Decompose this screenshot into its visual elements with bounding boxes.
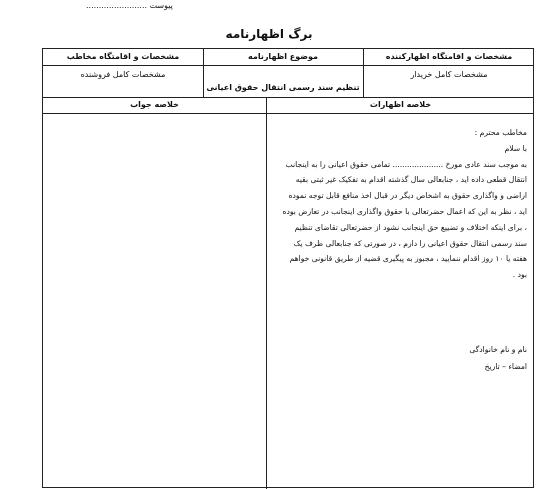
section-response: خلاصه جواب	[130, 100, 179, 109]
declaration-form	[42, 48, 534, 488]
header-addressee: مشخصات و اقامتگاه مخاطب	[66, 52, 180, 61]
values-row-line	[43, 97, 533, 98]
letter-line: اراضی و واگذاری حقوق به اشخاص دیگر در قبال اخذ منافع قابل توجه نموده	[288, 191, 527, 201]
letter-line: بود .	[512, 270, 527, 280]
value-subject: تنظیم سند رسمی انتقال حقوق اعیانی	[206, 83, 360, 92]
statements-text	[269, 125, 527, 283]
header-declarant: مشخصات و اقامتگاه اظهارکننده	[385, 52, 513, 61]
attachment-dots: ........................	[86, 1, 148, 10]
letter-line: ، برای اینکه اختلاف و تضییع حق اینجانب نشود از حضرتعالی تقاضای تنظیم	[294, 222, 527, 232]
letter-line: انتقال قطعی داده اید ، جنابعالی سال گذشته اقدام به تفکیک غیر ثبتی بقیه	[295, 175, 527, 185]
letter-line: سند رسمی انتقال حقوق اعیانی را دارم ، در صورتی که جنابعالی ظرف یک	[293, 238, 527, 248]
sign-date-line: امضاء – تاریخ	[484, 362, 527, 371]
attachment-label: پیوست	[149, 1, 173, 10]
section-row-line	[43, 113, 533, 114]
name-line: نام و نام خانوادگی	[469, 345, 527, 354]
page-title: برگ اظهارنامه	[225, 27, 313, 41]
header-subject: موضوع اظهارنامه	[248, 52, 318, 61]
salutation: مخاطب محترم :	[474, 128, 527, 137]
body-divider	[266, 97, 267, 489]
section-statements: خلاصه اظهارات	[369, 100, 432, 109]
attachment-line	[86, 1, 286, 15]
header-row-line	[43, 65, 533, 66]
value-addressee: مشخصات کامل فروشنده	[80, 70, 166, 79]
greeting: با سلام	[504, 143, 527, 153]
letter-line: هفته یا ۱۰ روز اقدام ننمایید ، مجبور به پیگیری قضیه از طریق قانونی خواهم	[289, 254, 527, 264]
value-declarant: مشخصات کامل خریدار	[410, 70, 488, 79]
letter-line: اید ، نظر به این که اعمال حضرتعالی با حقوق واگذاری اینجانب در تعارض بوده	[282, 206, 527, 216]
letter-line: به موجب سند عادی مورخ ..................... تمامی حقوق اعیانی را به اینجانب	[285, 159, 527, 169]
